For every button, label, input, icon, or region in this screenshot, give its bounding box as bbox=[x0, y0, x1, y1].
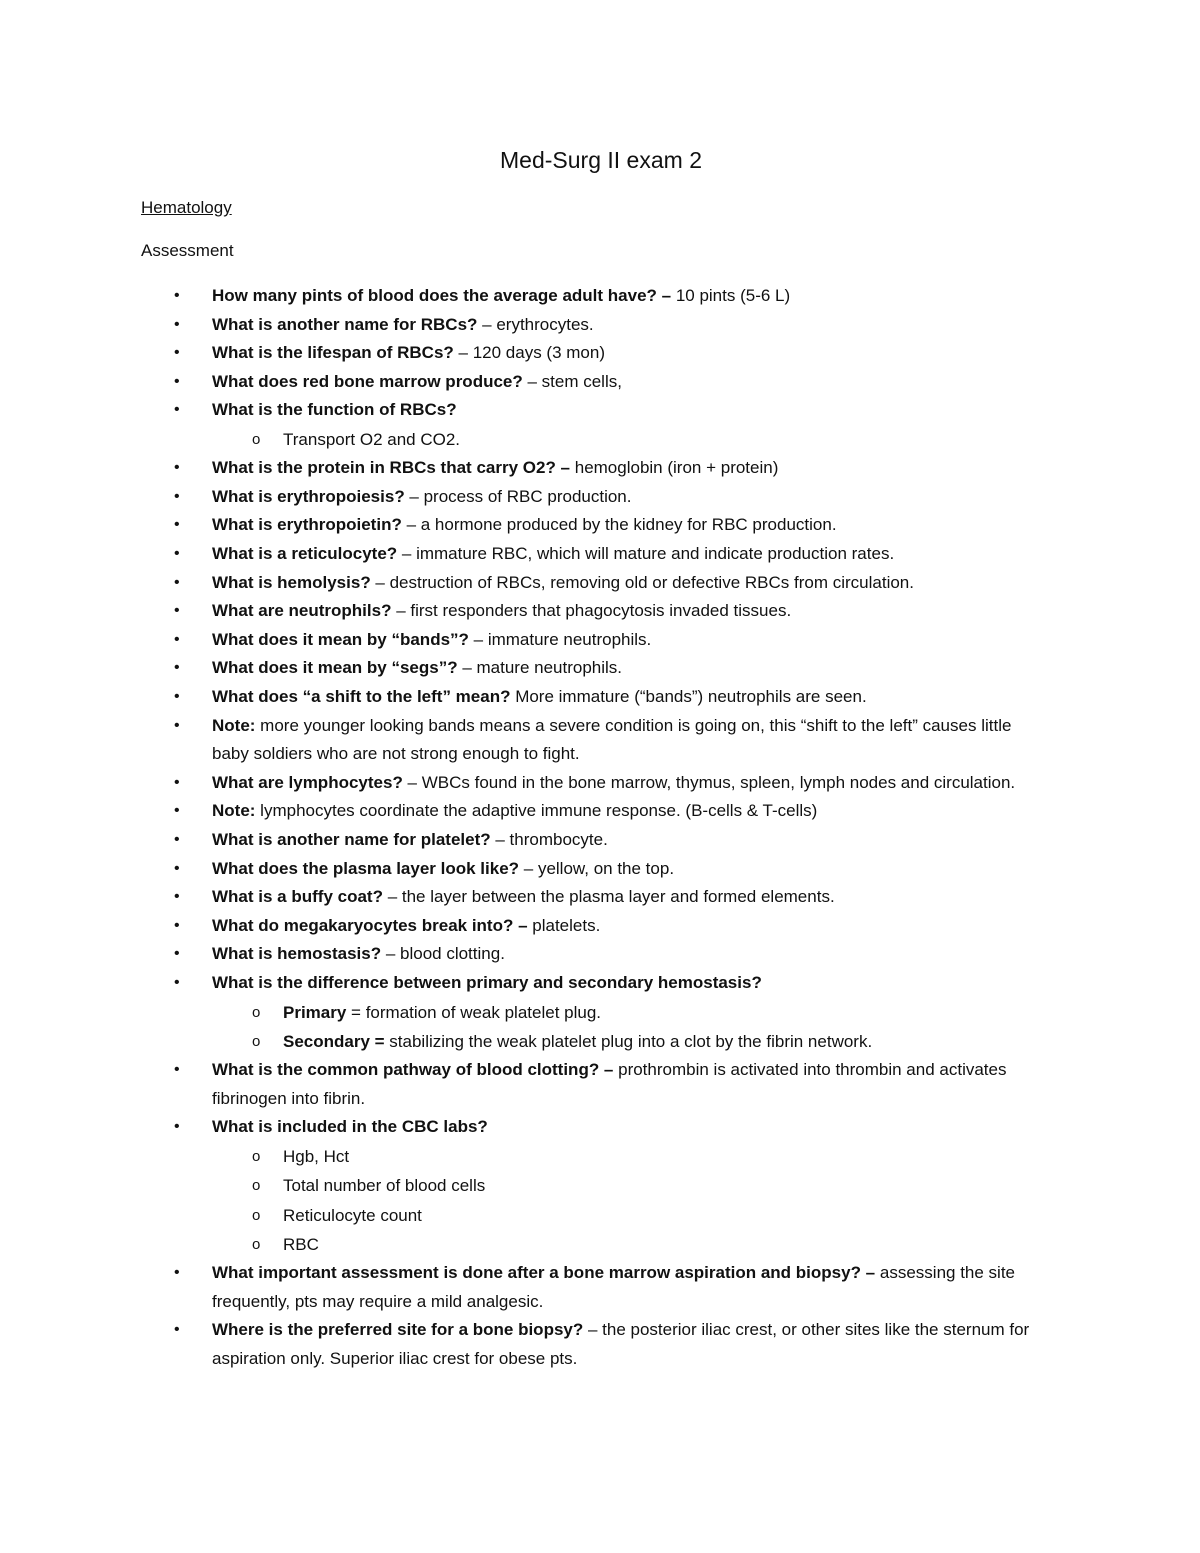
answer-text: lymphocytes coordinate the adaptive immune response. (B-cells & T-cells) bbox=[255, 801, 818, 821]
answer-text: – 120 days (3 mon) bbox=[453, 343, 605, 363]
list-item bbox=[141, 569, 1050, 598]
question-text: What is included in the CBC labs? bbox=[212, 1117, 488, 1137]
list-item bbox=[141, 769, 1050, 798]
sub-list-item bbox=[212, 998, 1050, 1027]
question-text: What is another name for RBCs? bbox=[212, 314, 478, 334]
bullet-icon: • bbox=[174, 973, 180, 991]
list-item bbox=[141, 1056, 1050, 1113]
bullet-icon: • bbox=[174, 1264, 180, 1282]
sub-item-text: Total number of blood cells bbox=[283, 1176, 486, 1196]
list-item bbox=[141, 912, 1050, 941]
question-list bbox=[141, 282, 1050, 1373]
bullet-icon: • bbox=[174, 487, 180, 505]
question-text: What are neutrophils? bbox=[212, 601, 392, 621]
bullet-icon: • bbox=[174, 573, 180, 591]
answer-text: – erythrocytes. bbox=[477, 314, 594, 334]
answer-text: – stem cells, bbox=[522, 371, 622, 391]
list-item bbox=[141, 969, 1050, 1056]
sub-item-text: Transport O2 and CO2. bbox=[283, 429, 461, 449]
bullet-icon: • bbox=[174, 1321, 180, 1339]
subsection-heading: Assessment bbox=[141, 241, 234, 260]
sub-item-term: Primary bbox=[283, 1002, 347, 1022]
question-text: What is another name for platelet? bbox=[212, 829, 491, 849]
list-item bbox=[141, 282, 1050, 311]
sub-item-text: Hgb, Hct bbox=[283, 1146, 350, 1166]
answer-text: – process of RBC production. bbox=[404, 486, 632, 506]
sub-list-item bbox=[212, 1201, 1050, 1230]
bullet-icon: • bbox=[174, 372, 180, 390]
question-text: Note: bbox=[212, 715, 256, 735]
sub-bullet-icon: o bbox=[252, 1177, 261, 1195]
question-text: What is the function of RBCs? bbox=[212, 400, 457, 420]
sub-item-text: stabilizing the weak platelet plug into a clot by the fibrin network. bbox=[384, 1031, 873, 1051]
list-item bbox=[141, 339, 1050, 368]
question-text: Where is the preferred site for a bone biopsy? bbox=[212, 1320, 584, 1340]
bullet-icon: • bbox=[174, 459, 180, 477]
answer-text: – the posterior iliac crest, or other sites like the sternum for aspiration only. Superior iliac crest for obese pts. bbox=[212, 1320, 1030, 1368]
question-text: What does red bone marrow produce? bbox=[212, 371, 523, 391]
answer-text: – destruction of RBCs, removing old or defective RBCs from circulation. bbox=[370, 572, 914, 592]
bullet-icon: • bbox=[174, 945, 180, 963]
question-text: What does it mean by “segs”? bbox=[212, 658, 458, 678]
sub-bullet-icon: o bbox=[252, 430, 261, 448]
question-text: How many pints of blood does the average adult have? – bbox=[212, 286, 672, 305]
answer-text: More immature (“bands”) neutrophils are seen. bbox=[510, 687, 867, 707]
question-text: What is hemolysis? bbox=[212, 572, 371, 592]
list-item bbox=[141, 797, 1050, 826]
bullet-icon: • bbox=[174, 545, 180, 563]
sub-item-text: = formation of weak platelet plug. bbox=[346, 1002, 602, 1022]
answer-text: – a hormone produced by the kidney for RBC production. bbox=[401, 515, 837, 535]
sub-bullet-icon: o bbox=[252, 1147, 261, 1165]
sub-list-item bbox=[212, 1142, 1050, 1171]
sub-list bbox=[212, 425, 1050, 454]
question-text: What is the lifespan of RBCs? bbox=[212, 343, 454, 363]
answer-text: – WBCs found in the bone marrow, thymus, spleen, lymph nodes and circulation. bbox=[402, 772, 1016, 792]
sub-list-item bbox=[212, 425, 1050, 454]
bullet-icon: • bbox=[174, 1118, 180, 1136]
list-item bbox=[141, 940, 1050, 969]
list-item bbox=[141, 311, 1050, 340]
question-text: What is erythropoietin? bbox=[212, 515, 402, 535]
question-text: What do megakaryocytes break into? – bbox=[212, 915, 528, 935]
bullet-icon: • bbox=[174, 916, 180, 934]
list-item bbox=[141, 683, 1050, 712]
list-item bbox=[141, 626, 1050, 655]
bullet-icon: • bbox=[174, 802, 180, 820]
question-text: What are lymphocytes? bbox=[212, 772, 403, 792]
answer-text: prothrombin is activated into thrombin and activates fibrinogen into fibrin. bbox=[212, 1060, 1007, 1108]
bullet-icon: • bbox=[174, 773, 180, 791]
bullet-icon: • bbox=[174, 688, 180, 706]
bullet-icon: • bbox=[174, 602, 180, 620]
document-title: Med-Surg II exam 2 bbox=[500, 147, 702, 173]
answer-text: – thrombocyte. bbox=[490, 829, 608, 849]
bullet-icon: • bbox=[174, 315, 180, 333]
list-item bbox=[141, 511, 1050, 540]
sub-list bbox=[212, 1142, 1050, 1259]
sub-item-term: Secondary = bbox=[283, 1031, 385, 1051]
answer-text: platelets. bbox=[527, 915, 601, 935]
list-item bbox=[141, 712, 1050, 769]
question-text: What important assessment is done after a bone marrow aspiration and biopsy? – bbox=[212, 1263, 876, 1283]
list-item bbox=[141, 1316, 1050, 1373]
question-text: Note: bbox=[212, 801, 256, 821]
question-text: What does it mean by “bands”? bbox=[212, 629, 469, 649]
list-item bbox=[141, 855, 1050, 884]
question-text: What is the difference between primary and secondary hemostasis? bbox=[212, 972, 762, 992]
bullet-icon: • bbox=[174, 888, 180, 906]
question-text: What does the plasma layer look like? bbox=[212, 858, 520, 878]
list-item bbox=[141, 396, 1050, 454]
list-item bbox=[141, 1113, 1050, 1259]
answer-text: hemoglobin (iron + protein) bbox=[570, 458, 779, 478]
bullet-icon: • bbox=[174, 344, 180, 362]
answer-text: – immature neutrophils. bbox=[468, 629, 652, 649]
question-text: What is hemostasis? bbox=[212, 944, 382, 964]
question-text: What does “a shift to the left” mean? bbox=[212, 687, 511, 707]
question-text: What is the protein in RBCs that carry O2? – bbox=[212, 458, 571, 478]
sub-list-item bbox=[212, 1230, 1050, 1259]
bullet-icon: • bbox=[174, 287, 180, 304]
bullet-icon: • bbox=[174, 716, 180, 734]
list-item bbox=[141, 597, 1050, 626]
answer-text: – immature RBC, which will mature and indicate production rates. bbox=[397, 544, 895, 564]
question-text: What is a buffy coat? bbox=[212, 887, 383, 907]
list-item bbox=[141, 654, 1050, 683]
sub-item-text: RBC bbox=[283, 1234, 319, 1254]
sub-bullet-icon: o bbox=[252, 1032, 261, 1050]
list-item bbox=[141, 454, 1050, 483]
sub-list bbox=[212, 998, 1050, 1057]
question-text: What is the common pathway of blood clotting? – bbox=[212, 1060, 614, 1080]
sub-bullet-icon: o bbox=[252, 1235, 261, 1253]
section-heading: Hematology bbox=[141, 198, 232, 217]
sub-item-text: Reticulocyte count bbox=[283, 1205, 422, 1225]
sub-list-item bbox=[212, 1027, 1050, 1056]
answer-text: assessing the site frequently, pts may require a mild analgesic. bbox=[212, 1263, 1016, 1311]
bullet-icon: • bbox=[174, 1061, 180, 1079]
answer-text: – first responders that phagocytosis invaded tissues. bbox=[391, 601, 792, 621]
bullet-icon: • bbox=[174, 859, 180, 877]
question-text: What is a reticulocyte? bbox=[212, 544, 398, 564]
list-item bbox=[141, 540, 1050, 569]
bullet-icon: • bbox=[174, 516, 180, 534]
sub-list-item bbox=[212, 1171, 1050, 1200]
answer-text: – mature neutrophils. bbox=[457, 658, 623, 678]
list-item bbox=[141, 483, 1050, 512]
list-item bbox=[141, 826, 1050, 855]
sub-bullet-icon: o bbox=[252, 1206, 261, 1224]
question-text: What is erythropoiesis? bbox=[212, 486, 405, 506]
bullet-icon: • bbox=[174, 401, 180, 419]
answer-text: – yellow, on the top. bbox=[519, 858, 675, 878]
answer-text: – the layer between the plasma layer and formed elements. bbox=[382, 887, 835, 907]
bullet-icon: • bbox=[174, 659, 180, 677]
answer-text: – blood clotting. bbox=[381, 944, 505, 964]
answer-text: more younger looking bands means a severe condition is going on, this “shift to the left” causes little baby soldiers who are not strong enough to fight. bbox=[212, 715, 1012, 764]
list-item bbox=[141, 883, 1050, 912]
answer-text: 10 pints (5-6 L) bbox=[671, 286, 791, 305]
sub-bullet-icon: o bbox=[252, 1003, 261, 1021]
list-item bbox=[141, 1259, 1050, 1316]
bullet-icon: • bbox=[174, 830, 180, 848]
list-item bbox=[141, 368, 1050, 397]
bullet-icon: • bbox=[174, 630, 180, 648]
